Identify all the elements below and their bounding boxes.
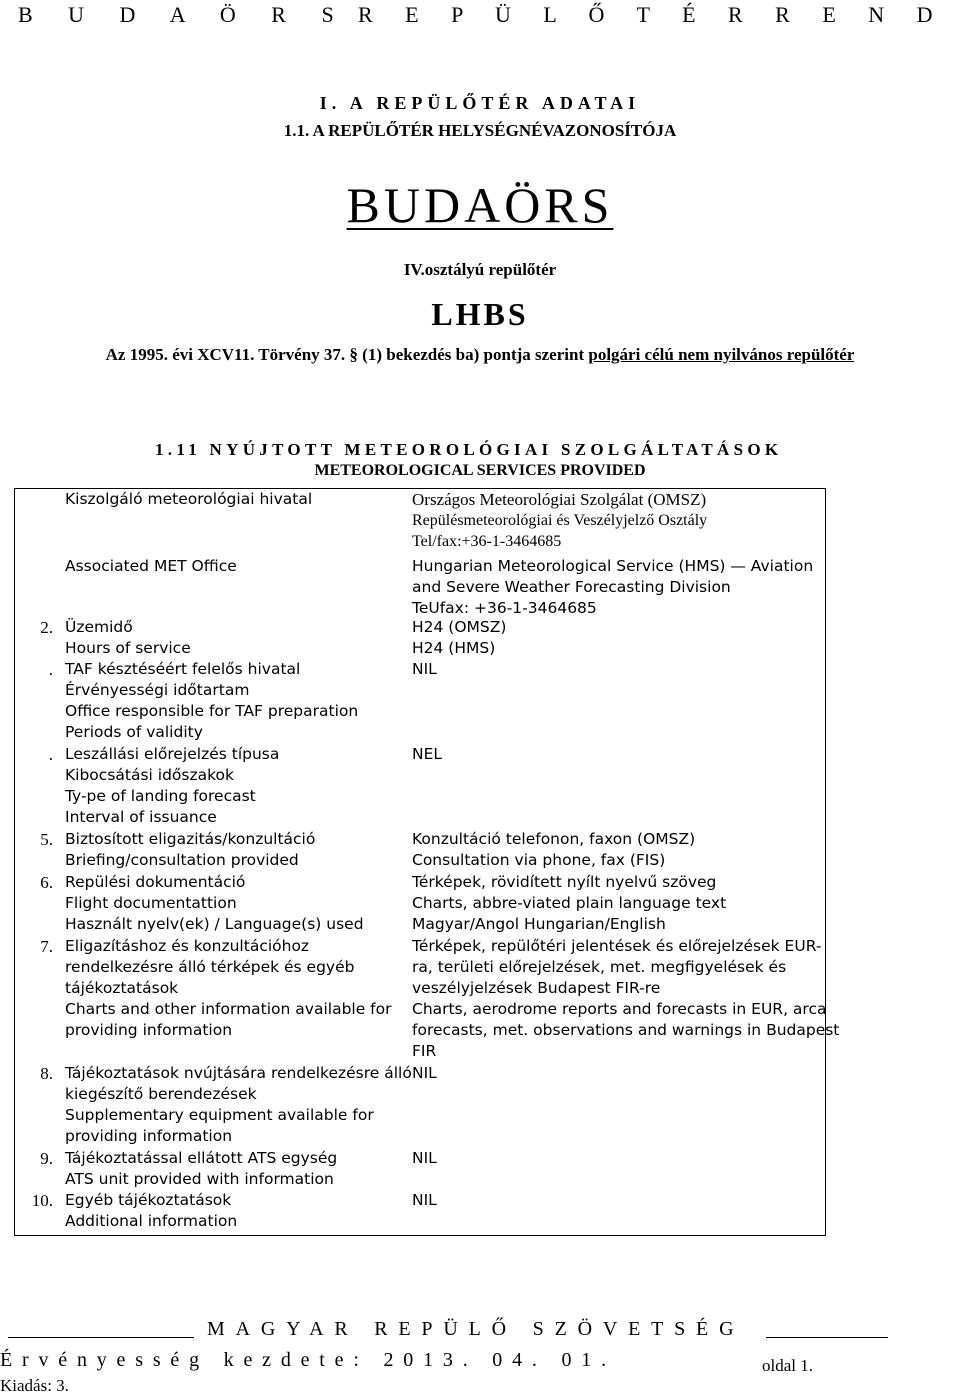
footer-page-number: oldal 1.	[762, 1356, 813, 1375]
value-line: Magyar/Angol Hungarian/English	[412, 915, 666, 933]
value-line: Konzultáció telefonon, faxon (OMSZ)	[412, 830, 696, 848]
label-line: Kiszolgáló meteorológiai hivatal	[65, 490, 313, 508]
value-line: Hungarian Meteorological Service (HMS) — Aviation	[412, 557, 814, 575]
value-line: NIL	[412, 660, 437, 678]
row-number: 10.	[31, 1191, 53, 1210]
airport-name: BUDAÖRS	[346, 177, 614, 233]
row-number: 9.	[40, 1149, 53, 1168]
value-line: Charts, abbre-viated plain language text	[412, 894, 727, 912]
label-line: kiegészítő berendezések	[65, 1085, 257, 1103]
row-label	[65, 556, 237, 577]
row-value	[412, 1063, 437, 1084]
value-line: veszélyjelzések Budapest FIR-re	[412, 979, 661, 997]
label-line: Interval of issuance	[65, 808, 217, 826]
label-line: providing information	[65, 1127, 233, 1145]
legal-basis: Az 1995. évi XCV11. Törvény 37. § (1) bekezdés ba) pontja szerint polgári célú nem nyilvános repülőtér	[105, 345, 855, 364]
value-line: TeUfax: +36-1-3464685	[412, 599, 597, 617]
value-line: Charts, aerodrome reports and forecasts in EUR, arca	[412, 1000, 827, 1018]
value-line: Országos Meteorológiai Szolgálat (OMSZ)	[412, 490, 707, 509]
row-number: 7.	[40, 937, 53, 956]
row-label	[65, 1063, 412, 1147]
row-number: .	[48, 660, 53, 679]
label-line: Additional information	[65, 1212, 238, 1230]
row-value	[412, 1148, 437, 1169]
value-line: NEL	[412, 745, 443, 763]
value-line: forecasts, met. observations and warnings in Budapest	[412, 1021, 840, 1039]
label-line: Ty-pe of landing forecast	[65, 787, 256, 805]
value-line: NIL	[412, 1191, 437, 1209]
label-line: Office responsible for TAF preparation	[65, 702, 359, 720]
icao-code: LHBS	[431, 296, 529, 332]
services-title-en: METEOROLOGICAL SERVICES PROVIDED	[314, 462, 646, 479]
legal-status: polgári célú nem nyilvános repülőtér	[588, 345, 855, 364]
label-line: ATS unit provided with information	[65, 1170, 334, 1188]
value-line: FIR	[412, 1042, 437, 1060]
label-line: Associated MET Office	[65, 557, 237, 575]
footer-issue: Kiadás: 3.	[0, 1376, 69, 1395]
value-line: Tel/fax:+36-1-3464685	[412, 533, 562, 550]
row-label	[65, 1148, 337, 1190]
header-right: R E P Ü L Ő T É R R E N D	[358, 2, 947, 27]
label-line: TAF késztéséért felelős hivatal	[65, 660, 301, 678]
value-line: ra, területi előrejelzések, met. megfigyelések és	[412, 958, 787, 976]
label-line: Supplementary equipment available for	[65, 1106, 374, 1124]
row-label	[65, 829, 315, 871]
row-value	[412, 744, 442, 765]
row-value	[412, 936, 839, 1062]
row-label	[65, 489, 312, 510]
footer-organization: MAGYAR REPÜLŐ SZÖVETSÉG	[207, 1318, 745, 1340]
label-line: tájékoztatások	[65, 979, 179, 997]
label-line: Leszállási előrejelzés típusa	[65, 745, 280, 763]
label-line: Üzemidő	[65, 618, 133, 636]
value-line: and Severe Weather Forecasting Division	[412, 578, 731, 596]
row-value	[412, 617, 506, 659]
footer-rule-left	[8, 1337, 194, 1338]
running-header	[18, 2, 946, 28]
label-line: Repülési dokumentáció	[65, 873, 246, 891]
airport-class: IV.osztályú repülőtér	[403, 260, 557, 279]
section-title: I. A REPÜLŐTÉR ADATAI	[319, 93, 641, 113]
label-line: Tájékoztatással ellátott ATS egység	[65, 1149, 338, 1167]
row-value	[412, 489, 707, 552]
row-label	[65, 872, 364, 935]
row-number: 6.	[40, 873, 53, 892]
services-table	[14, 488, 840, 1236]
label-line: Érvényességi időtartam	[65, 681, 250, 699]
row-label	[65, 1190, 237, 1232]
row-value	[412, 829, 695, 871]
footer-validity: Érvényesség kezdete: 2013. 04. 01.	[0, 1349, 616, 1371]
label-line: Briefing/consultation provided	[65, 851, 299, 869]
row-label	[65, 617, 191, 659]
value-line: H24 (OMSZ)	[412, 618, 507, 636]
value-line: Consultation via phone, fax (FIS)	[412, 851, 666, 869]
row-value	[412, 659, 437, 680]
label-line: rendelkezésre álló térképek és egyéb	[65, 958, 355, 976]
row-value	[412, 556, 813, 619]
value-line: H24 (HMS)	[412, 639, 496, 657]
footer-rule-right	[766, 1337, 888, 1338]
section-subtitle: 1.1. A REPÜLŐTÉR HELYSÉGNÉVAZONOSÍTÓJA	[283, 121, 677, 140]
label-line: Kibocsátási időszakok	[65, 766, 234, 784]
row-value	[412, 872, 726, 935]
value-line: Térképek, rövidített nyílt nyelvű szöveg	[412, 873, 717, 891]
row-number: 5.	[40, 830, 53, 849]
label-line: Egyéb tájékoztatások	[65, 1191, 232, 1209]
row-number: .	[48, 745, 53, 764]
value-line: Repülésmeteorológiai és Veszélyjelző Osztály	[412, 512, 708, 529]
header-left: B U D A Ö R S	[18, 2, 349, 27]
row-label	[65, 659, 358, 743]
row-number: 2.	[40, 618, 53, 637]
label-line: Periods of validity	[65, 723, 203, 741]
value-line: NIL	[412, 1064, 437, 1082]
value-line: NIL	[412, 1149, 437, 1167]
label-line: Eligazításhoz és konzultációhoz	[65, 937, 310, 955]
services-title: 1.11 NYÚJTOTT METEOROLÓGIAI SZOLGÁLTATÁSOK	[155, 440, 783, 459]
label-line: Tájékoztatások nvújtására rendelkezésre álló	[65, 1064, 412, 1082]
label-line: Charts and other information available for	[65, 1000, 392, 1018]
label-line: Flight documentattion	[65, 894, 237, 912]
label-line: Biztosított eligazitás/konzultáció	[65, 830, 316, 848]
label-line: Hours of service	[65, 639, 191, 657]
row-number: 8.	[40, 1064, 53, 1083]
row-label	[65, 936, 392, 1041]
row-label	[65, 744, 279, 828]
value-line: Térképek, repülőtéri jelentések és előrejelzések EUR-	[412, 937, 822, 955]
label-line: providing information	[65, 1021, 233, 1039]
label-line: Használt nyelv(ek) / Language(s) used	[65, 915, 364, 933]
row-value	[412, 1190, 437, 1211]
